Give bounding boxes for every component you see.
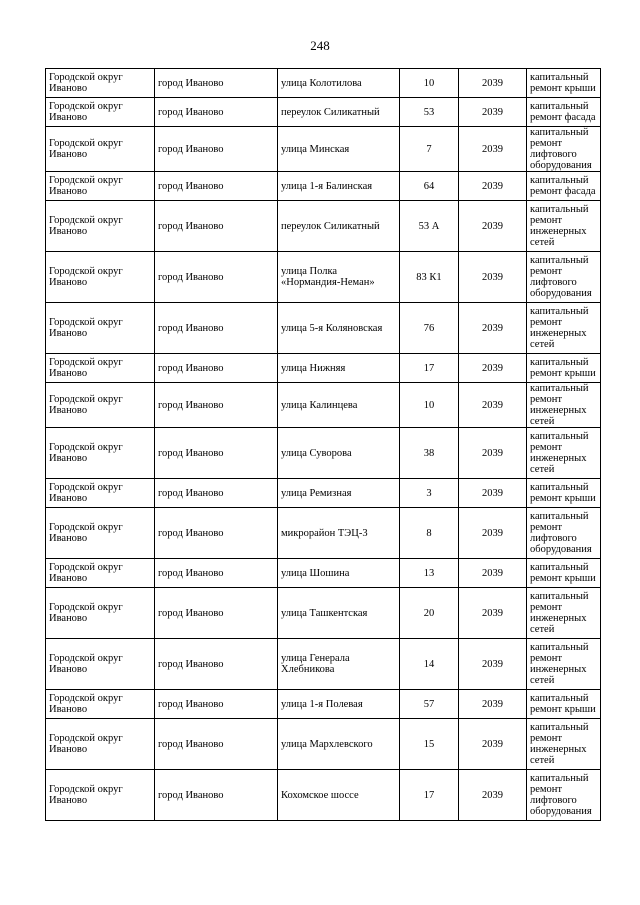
cell-city: город Иваново [155,639,278,690]
cell-work-type: капитальный ремонт крыши [527,354,601,383]
cell-house-number: 53 А [400,201,459,252]
cell-street: улица 5-я Коляновская [278,303,400,354]
cell-street: улица Шошина [278,559,400,588]
cell-house-number: 10 [400,69,459,98]
cell-work-type: капитальный ремонт инженерных сетей [527,303,601,354]
table-row [46,98,601,127]
table-row [46,770,601,821]
cell-street: улица Ташкентская [278,588,400,639]
cell-year: 2039 [459,719,527,770]
cell-house-number: 20 [400,588,459,639]
cell-street: улица Колотилова [278,69,400,98]
cell-house-number: 7 [400,127,459,172]
cell-city: город Иваново [155,770,278,821]
cell-house-number: 17 [400,354,459,383]
cell-district: Городской округ Иваново [46,98,155,127]
cell-street: улица Ремизная [278,479,400,508]
cell-work-type: капитальный ремонт инженерных сетей [527,201,601,252]
table-row [46,428,601,479]
cell-year: 2039 [459,770,527,821]
cell-district: Городской округ Иваново [46,428,155,479]
cell-work-type: капитальный ремонт инженерных сетей [527,639,601,690]
registry-table [45,68,601,821]
cell-city: город Иваново [155,719,278,770]
cell-district: Городской округ Иваново [46,770,155,821]
cell-year: 2039 [459,639,527,690]
cell-work-type: капитальный ремонт инженерных сетей [527,588,601,639]
cell-street: улица Нижняя [278,354,400,383]
cell-year: 2039 [459,303,527,354]
table-row [46,303,601,354]
cell-city: город Иваново [155,303,278,354]
cell-street: улица Суворова [278,428,400,479]
cell-year: 2039 [459,252,527,303]
cell-work-type: капитальный ремонт крыши [527,559,601,588]
cell-year: 2039 [459,383,527,428]
cell-house-number: 10 [400,383,459,428]
registry-table-body [46,69,601,821]
cell-year: 2039 [459,479,527,508]
cell-city: город Иваново [155,354,278,383]
table-row [46,588,601,639]
cell-work-type: капитальный ремонт лифтового оборудования [527,252,601,303]
table-row [46,127,601,172]
cell-district: Городской округ Иваново [46,303,155,354]
cell-house-number: 83 К1 [400,252,459,303]
cell-city: город Иваново [155,252,278,303]
cell-district: Городской округ Иваново [46,383,155,428]
table-row [46,383,601,428]
cell-year: 2039 [459,98,527,127]
cell-year: 2039 [459,201,527,252]
cell-city: город Иваново [155,98,278,127]
cell-district: Городской округ Иваново [46,588,155,639]
cell-year: 2039 [459,172,527,201]
cell-year: 2039 [459,428,527,479]
table-row [46,719,601,770]
cell-house-number: 13 [400,559,459,588]
cell-street: улица 1-я Балинская [278,172,400,201]
cell-work-type: капитальный ремонт крыши [527,69,601,98]
cell-year: 2039 [459,354,527,383]
cell-work-type: капитальный ремонт фасада [527,172,601,201]
table-row [46,479,601,508]
cell-street: улица Полка «Нормандия-Неман» [278,252,400,303]
cell-city: город Иваново [155,383,278,428]
cell-year: 2039 [459,69,527,98]
cell-city: город Иваново [155,69,278,98]
cell-work-type: капитальный ремонт инженерных сетей [527,428,601,479]
cell-work-type: капитальный ремонт фасада [527,98,601,127]
cell-district: Городской округ Иваново [46,201,155,252]
page-number: 248 [310,38,330,53]
cell-house-number: 38 [400,428,459,479]
cell-house-number: 17 [400,770,459,821]
cell-street: улица Минская [278,127,400,172]
cell-street: переулок Силикатный [278,201,400,252]
cell-street: улица 1-я Полевая [278,690,400,719]
cell-district: Городской округ Иваново [46,479,155,508]
cell-city: город Иваново [155,127,278,172]
cell-city: город Иваново [155,201,278,252]
cell-city: город Иваново [155,428,278,479]
cell-work-type: капитальный ремонт лифтового оборудования [527,127,601,172]
cell-work-type: капитальный ремонт лифтового оборудования [527,508,601,559]
cell-district: Городской округ Иваново [46,127,155,172]
cell-district: Городской округ Иваново [46,559,155,588]
cell-city: город Иваново [155,559,278,588]
table-row [46,508,601,559]
cell-city: город Иваново [155,690,278,719]
cell-house-number: 64 [400,172,459,201]
table-row [46,252,601,303]
cell-district: Городской округ Иваново [46,252,155,303]
cell-district: Городской округ Иваново [46,690,155,719]
cell-year: 2039 [459,508,527,559]
cell-street: переулок Силикатный [278,98,400,127]
cell-street: микрорайон ТЭЦ-3 [278,508,400,559]
cell-district: Городской округ Иваново [46,69,155,98]
cell-house-number: 15 [400,719,459,770]
table-row [46,201,601,252]
cell-house-number: 14 [400,639,459,690]
table-row [46,639,601,690]
cell-street: улица Генерала Хлебникова [278,639,400,690]
cell-city: город Иваново [155,479,278,508]
cell-district: Городской округ Иваново [46,354,155,383]
cell-city: город Иваново [155,508,278,559]
cell-district: Городской округ Иваново [46,508,155,559]
table-row [46,172,601,201]
cell-house-number: 53 [400,98,459,127]
cell-city: город Иваново [155,588,278,639]
cell-street: улица Мархлевского [278,719,400,770]
cell-year: 2039 [459,127,527,172]
cell-house-number: 76 [400,303,459,354]
cell-street: Кохомское шоссе [278,770,400,821]
cell-house-number: 8 [400,508,459,559]
table-row [46,690,601,719]
cell-street: улица Калинцева [278,383,400,428]
cell-work-type: капитальный ремонт крыши [527,479,601,508]
cell-work-type: капитальный ремонт крыши [527,690,601,719]
cell-house-number: 57 [400,690,459,719]
table-row [46,354,601,383]
table-row [46,559,601,588]
cell-district: Городской округ Иваново [46,639,155,690]
cell-district: Городской округ Иваново [46,172,155,201]
cell-city: город Иваново [155,172,278,201]
table-row [46,69,601,98]
cell-work-type: капитальный ремонт инженерных сетей [527,719,601,770]
cell-year: 2039 [459,690,527,719]
cell-district: Городской округ Иваново [46,719,155,770]
cell-year: 2039 [459,559,527,588]
cell-year: 2039 [459,588,527,639]
cell-work-type: капитальный ремонт лифтового оборудования [527,770,601,821]
cell-house-number: 3 [400,479,459,508]
cell-work-type: капитальный ремонт инженерных сетей [527,383,601,428]
